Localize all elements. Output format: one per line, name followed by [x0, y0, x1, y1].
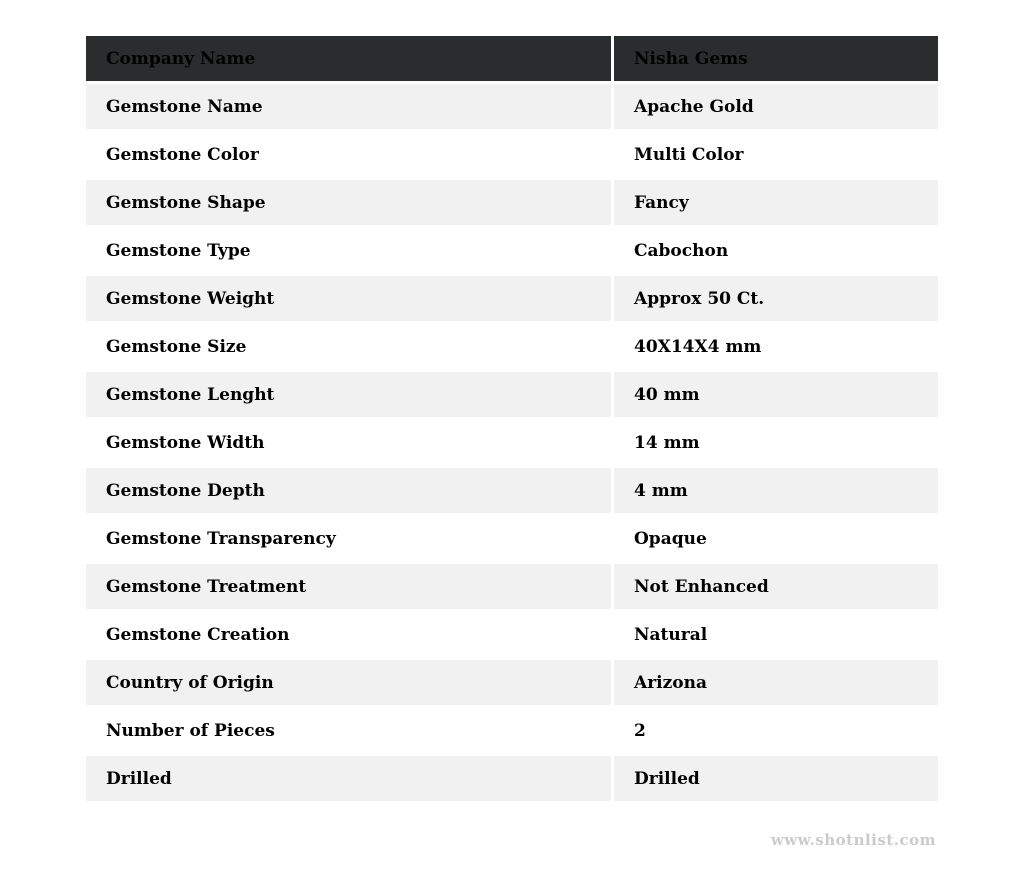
table-row	[86, 612, 938, 657]
spec-value-cell: 14 mm	[614, 420, 938, 465]
spec-value-cell: Approx 50 Ct.	[614, 276, 938, 321]
watermark-text: www.shotnlist.com	[770, 831, 936, 849]
spec-label-cell: Number of Pieces	[86, 708, 611, 753]
table-row	[86, 660, 938, 705]
spec-label-cell: Gemstone Width	[86, 420, 611, 465]
spec-value-cell: Cabochon	[614, 228, 938, 273]
spec-value-cell: 40 mm	[614, 372, 938, 417]
spec-label-cell: Gemstone Shape	[86, 180, 611, 225]
table-row	[86, 708, 938, 753]
spec-table-header	[86, 36, 938, 81]
table-row	[86, 468, 938, 513]
table-row	[86, 132, 938, 177]
spec-label-cell: Gemstone Color	[86, 132, 611, 177]
header-cell-company-name: Company Name	[86, 36, 611, 81]
spec-value-cell: Opaque	[614, 516, 938, 561]
spec-value-cell: 40X14X4 mm	[614, 324, 938, 369]
spec-label-cell: Gemstone Name	[86, 84, 611, 129]
spec-label-cell: Gemstone Weight	[86, 276, 611, 321]
table-row	[86, 84, 938, 129]
spec-value-cell: Natural	[614, 612, 938, 657]
spec-label-cell: Gemstone Type	[86, 228, 611, 273]
spec-value-cell: 2	[614, 708, 938, 753]
spec-label-cell: Gemstone Creation	[86, 612, 611, 657]
spec-value-cell: 4 mm	[614, 468, 938, 513]
table-row	[86, 276, 938, 321]
spec-value-cell: Drilled	[614, 756, 938, 801]
spec-label-cell: Gemstone Transparency	[86, 516, 611, 561]
table-row	[86, 228, 938, 273]
spec-label-cell: Drilled	[86, 756, 611, 801]
spec-value-cell: Multi Color	[614, 132, 938, 177]
table-row	[86, 756, 938, 801]
spec-label-cell: Country of Origin	[86, 660, 611, 705]
spec-label-cell: Gemstone Size	[86, 324, 611, 369]
header-row	[86, 36, 938, 81]
spec-value-cell: Arizona	[614, 660, 938, 705]
table-row	[86, 180, 938, 225]
header-cell-company-value: Nisha Gems	[614, 36, 938, 81]
spec-value-cell: Apache Gold	[614, 84, 938, 129]
table-row	[86, 372, 938, 417]
spec-label-cell: Gemstone Lenght	[86, 372, 611, 417]
spec-label-cell: Gemstone Depth	[86, 468, 611, 513]
table-row	[86, 420, 938, 465]
spec-table-container	[83, 33, 941, 804]
spec-value-cell: Fancy	[614, 180, 938, 225]
spec-table-body	[86, 84, 938, 801]
spec-label-cell: Gemstone Treatment	[86, 564, 611, 609]
table-row	[86, 564, 938, 609]
table-row	[86, 324, 938, 369]
spec-value-cell: Not Enhanced	[614, 564, 938, 609]
spec-table	[83, 33, 941, 804]
table-row	[86, 516, 938, 561]
